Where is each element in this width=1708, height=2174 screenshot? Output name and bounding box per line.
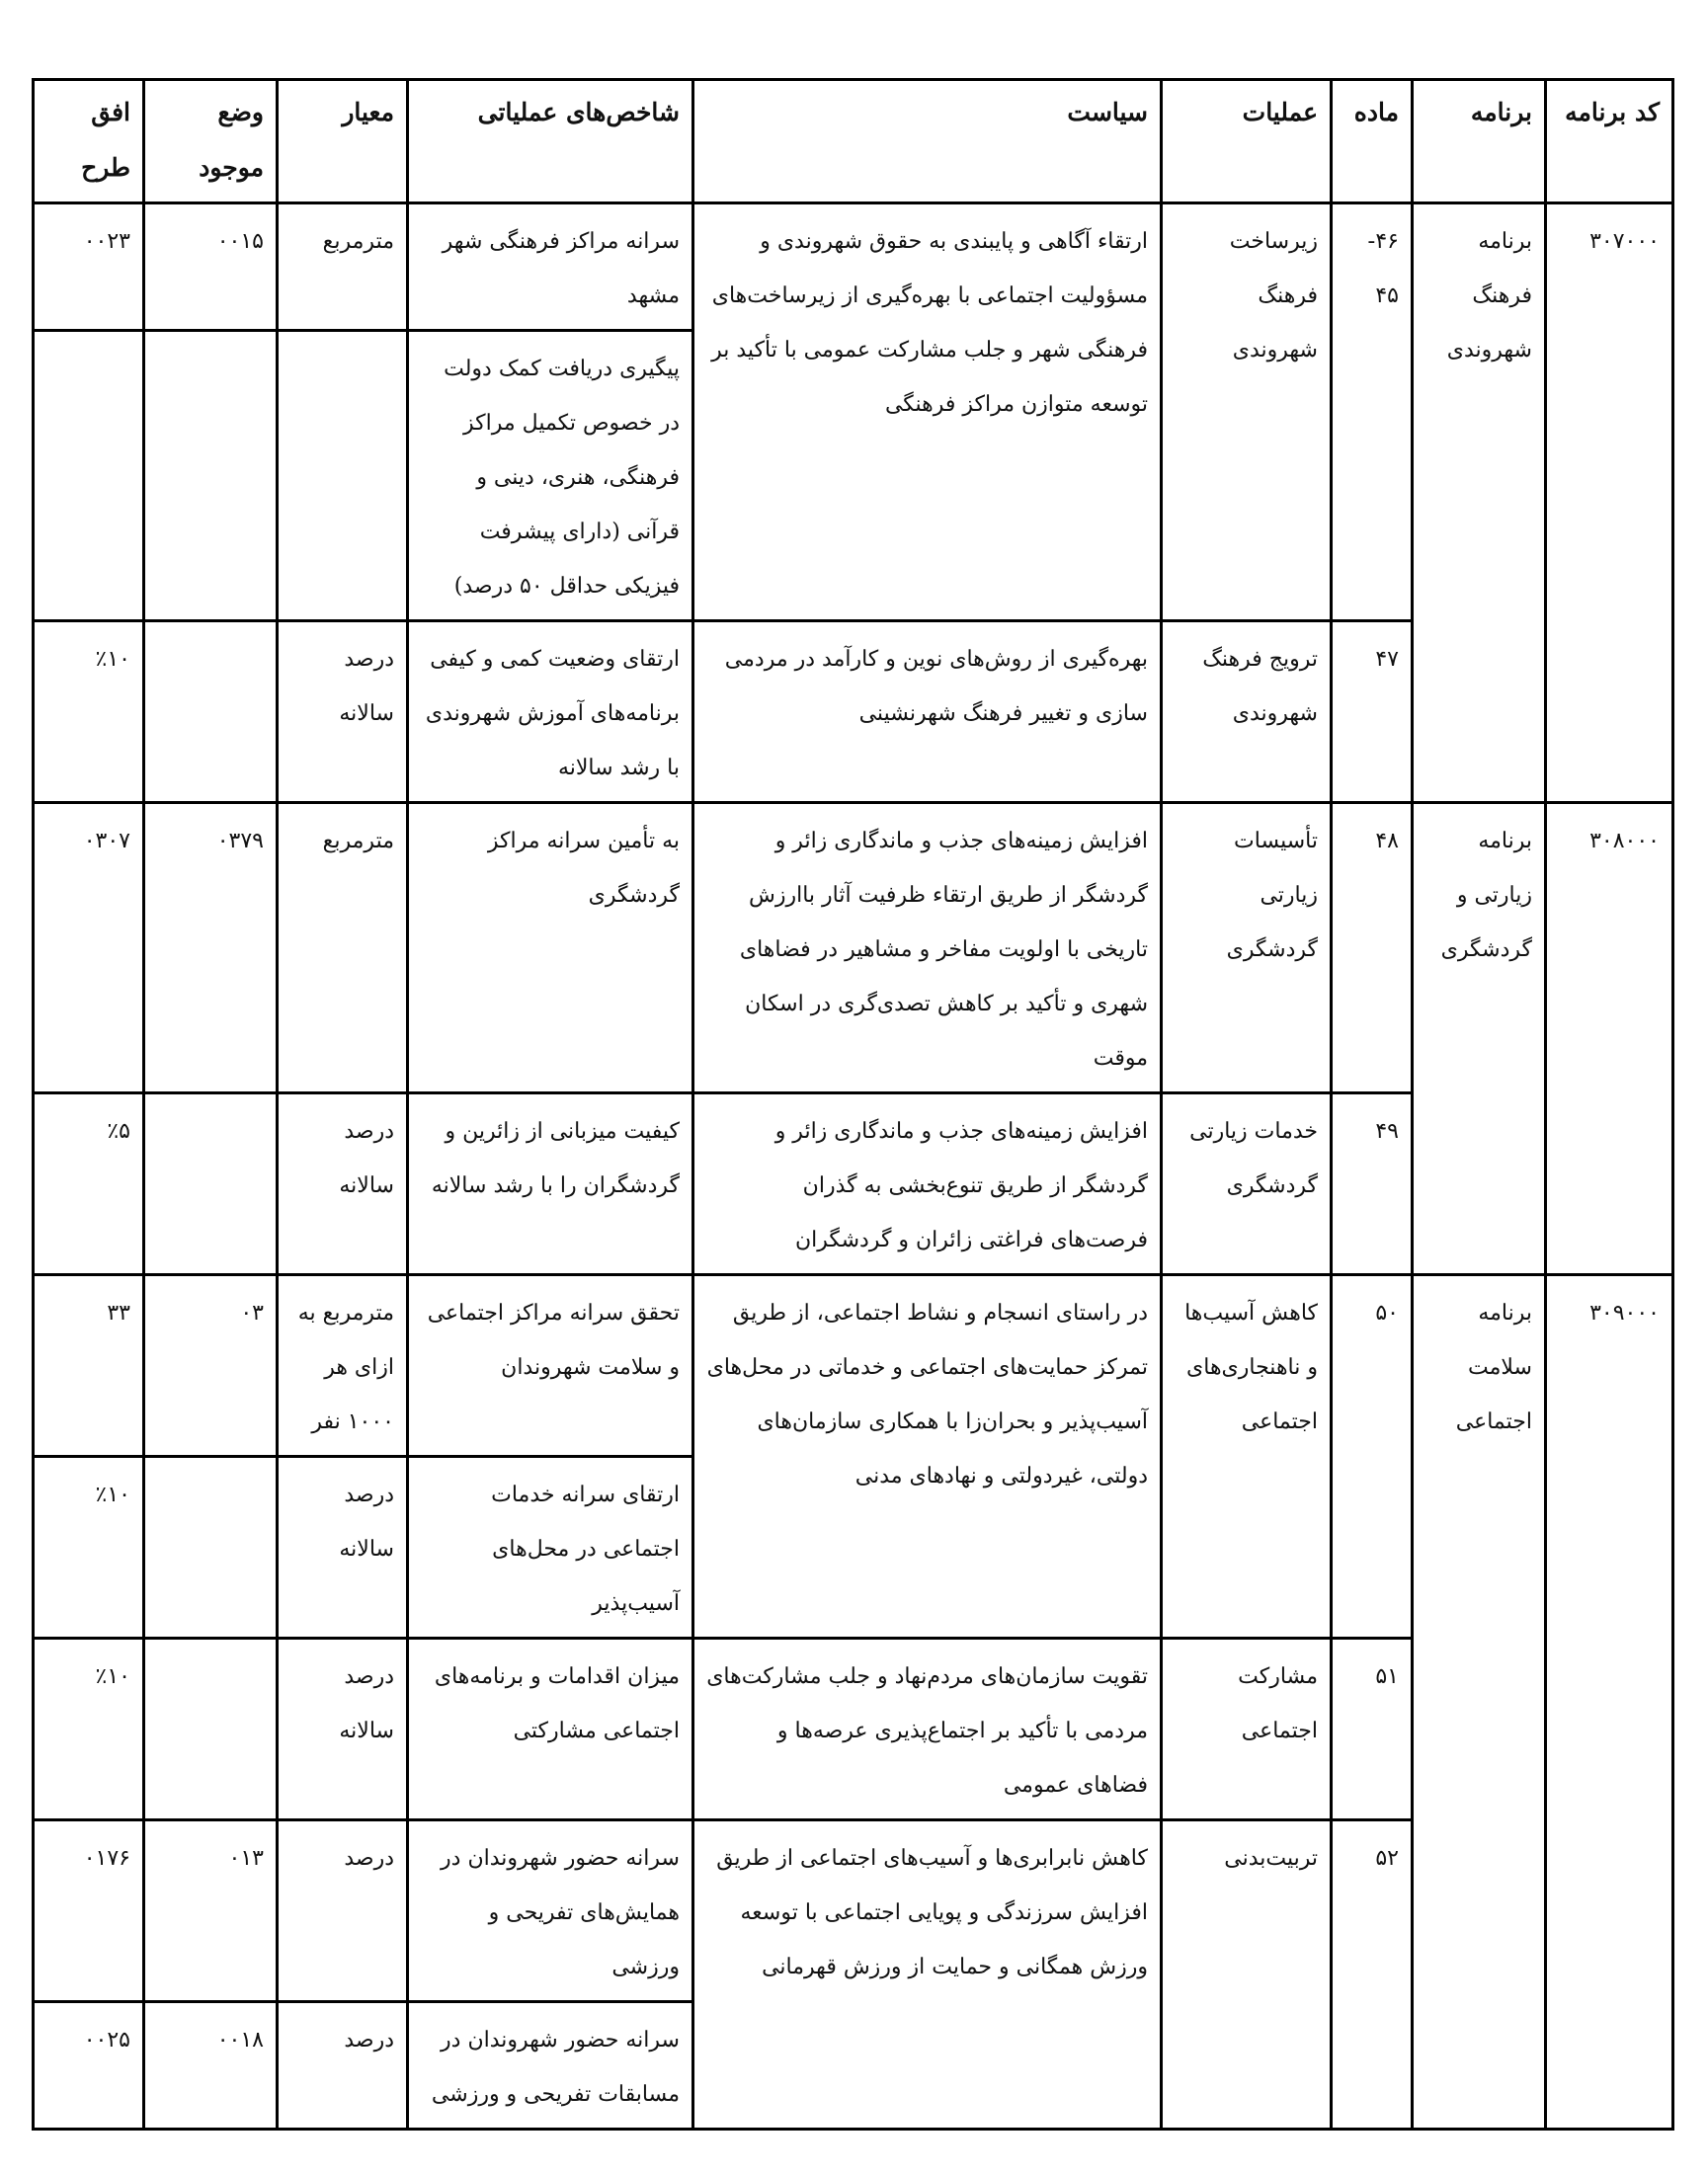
program-name: برنامه زیارتی و گردشگری bbox=[1413, 803, 1546, 1275]
criterion-cell: درصد سالانه bbox=[278, 1457, 408, 1639]
article-number: ۴۶- ۴۵ bbox=[1332, 203, 1413, 621]
article-number: ۴۸ bbox=[1332, 803, 1413, 1093]
horizon-cell: ۰۰۲۳ bbox=[34, 203, 144, 331]
current-status-cell: ۰۱۳ bbox=[144, 1820, 278, 2002]
horizon-cell: ۰۰۲۵ bbox=[34, 2002, 144, 2130]
header-operations: عملیات bbox=[1162, 80, 1332, 203]
operation-cell: تأسیسات زیارتی گردشگری bbox=[1162, 803, 1332, 1093]
header-current: وضع موجود bbox=[144, 80, 278, 203]
article-number: ۴۷ bbox=[1332, 621, 1413, 803]
current-status-cell bbox=[144, 1093, 278, 1275]
article-number: ۴۹ bbox=[1332, 1093, 1413, 1275]
criterion-cell: درصد سالانه bbox=[278, 621, 408, 803]
current-status-cell: ۰۰۱۵ bbox=[144, 203, 278, 331]
table-row bbox=[34, 1275, 1673, 1457]
program-code: ۳۰۷۰۰۰ bbox=[1546, 203, 1673, 803]
indicator-cell: کیفیت میزبانی از زائرین و گردشگران را با رشد سالانه bbox=[408, 1093, 693, 1275]
header-code: کد برنامه bbox=[1546, 80, 1673, 203]
article-number: ۵۱ bbox=[1332, 1639, 1413, 1820]
horizon-cell: ۰۱۷۶ bbox=[34, 1820, 144, 2002]
indicator-cell: میزان اقدامات و برنامه‌های اجتماعی مشارکتی bbox=[408, 1639, 693, 1820]
criterion-cell: درصد bbox=[278, 2002, 408, 2130]
policy-cell: در راستای انسجام و نشاط اجتماعی، از طریق تمرکز حمایت‌های اجتماعی و خدماتی در محل‌های آسیب‌پذیر و بحران‌زا با همکاری سازمان‌های دولتی، غیردولتی و نهادهای مدنی bbox=[693, 1275, 1162, 1639]
current-status-cell: ۰۰۱۸ bbox=[144, 2002, 278, 2130]
policy-cell: کاهش نابرابری‌ها و آسیب‌های اجتماعی از طریق افزایش سرزندگی و پویایی اجتماعی با توسعه ورزش همگانی و حمایت از ورزش قهرمانی bbox=[693, 1820, 1162, 2130]
table-row bbox=[34, 803, 1673, 1093]
header-indicators: شاخص‌های عملیاتی bbox=[408, 80, 693, 203]
table-row bbox=[34, 203, 1673, 331]
header-program: برنامه bbox=[1413, 80, 1546, 203]
indicator-cell: سرانه حضور شهروندان در همایش‌های تفریحی و ورزشی bbox=[408, 1820, 693, 2002]
header-article: ماده bbox=[1332, 80, 1413, 203]
criterion-cell bbox=[278, 331, 408, 621]
operation-cell: تربیت‌بدنی bbox=[1162, 1820, 1332, 2130]
indicator-cell: ارتقای سرانه خدمات اجتماعی در محل‌های آسیب‌پذیر bbox=[408, 1457, 693, 1639]
current-status-cell bbox=[144, 1457, 278, 1639]
header-policy: سیاست bbox=[693, 80, 1162, 203]
horizon-cell: ٪۵ bbox=[34, 1093, 144, 1275]
indicator-cell: ارتقای وضعیت کمی و کیفی برنامه‌های آموزش شهروندی با رشد سالانه bbox=[408, 621, 693, 803]
horizon-cell: ٪۱۰ bbox=[34, 621, 144, 803]
program-name: برنامه سلامت اجتماعی bbox=[1413, 1275, 1546, 2130]
current-status-cell bbox=[144, 1639, 278, 1820]
horizon-cell: ٪۱۰ bbox=[34, 1639, 144, 1820]
horizon-cell: ۳۳ bbox=[34, 1275, 144, 1457]
horizon-cell: ۰۳۰۷ bbox=[34, 803, 144, 1093]
criterion-cell: مترمربع bbox=[278, 203, 408, 331]
policy-cell: بهره‌گیری از روش‌های نوین و کارآمد در مردمی سازی و تغییر فرهنگ شهرنشینی bbox=[693, 621, 1162, 803]
indicator-cell: سرانه حضور شهروندان در مسابقات تفریحی و ورزشی bbox=[408, 2002, 693, 2130]
criterion-cell: درصد سالانه bbox=[278, 1639, 408, 1820]
program-code: ۳۰۹۰۰۰ bbox=[1546, 1275, 1673, 2130]
horizon-cell: ٪۱۰ bbox=[34, 1457, 144, 1639]
current-status-cell bbox=[144, 621, 278, 803]
criterion-cell: درصد bbox=[278, 1820, 408, 2002]
header-horizon: افق طرح bbox=[34, 80, 144, 203]
article-number: ۵۰ bbox=[1332, 1275, 1413, 1639]
indicator-cell: به تأمین سرانه مراکز گردشگری bbox=[408, 803, 693, 1093]
program-name: برنامه فرهنگ شهروندی bbox=[1413, 203, 1546, 803]
current-status-cell: ۰۳۷۹ bbox=[144, 803, 278, 1093]
policy-cell: افزایش زمینه‌های جذب و ماندگاری زائر و گردشگر از طریق ارتقاء ظرفیت آثار باارزش تاریخی با اولویت مفاخر و مشاهیر در فضاهای شهری و تأکید بر کاهش تصدی‌گری در اسکان موقت bbox=[693, 803, 1162, 1093]
operation-cell: ترویج فرهنگ شهروندی bbox=[1162, 621, 1332, 803]
table-body bbox=[34, 203, 1673, 2130]
header-row bbox=[34, 80, 1673, 203]
policy-cell: ارتقاء آگاهی و پایبندی به حقوق شهروندی و مسؤولیت اجتماعی با بهره‌گیری از زیرساخت‌های فرهنگی شهر و جلب مشارکت عمومی با تأکید بر توسعه متوازن مراکز فرهنگی bbox=[693, 203, 1162, 621]
operation-cell: مشارکت اجتماعی bbox=[1162, 1639, 1332, 1820]
policy-cell: تقویت سازمان‌های مردم‌نهاد و جلب مشارکت‌های مردمی با تأکید بر اجتماع‌پذیری عرصه‌ها و فضاهای عمومی bbox=[693, 1639, 1162, 1820]
criterion-cell: مترمربع به ازای هر ۱۰۰۰ نفر bbox=[278, 1275, 408, 1457]
current-status-cell: ۰۳ bbox=[144, 1275, 278, 1457]
policy-cell: افزایش زمینه‌های جذب و ماندگاری زائر و گردشگر از طریق تنوع‌بخشی به گذران فرصت‌های فراغتی زائران و گردشگران bbox=[693, 1093, 1162, 1275]
horizon-cell bbox=[34, 331, 144, 621]
current-status-cell bbox=[144, 331, 278, 621]
article-number: ۵۲ bbox=[1332, 1820, 1413, 2130]
criterion-cell: مترمربع bbox=[278, 803, 408, 1093]
operation-cell: خدمات زیارتی گردشگری bbox=[1162, 1093, 1332, 1275]
program-table bbox=[32, 78, 1674, 2131]
operation-cell: کاهش آسیب‌ها و ناهنجاری‌های اجتماعی bbox=[1162, 1275, 1332, 1639]
header-criterion: معیار bbox=[278, 80, 408, 203]
indicator-cell: سرانه مراکز فرهنگی شهر مشهد bbox=[408, 203, 693, 331]
operation-cell: زیرساخت فرهنگ شهروندی bbox=[1162, 203, 1332, 621]
indicator-cell: پیگیری دریافت کمک دولت در خصوص تکمیل مراکز فرهنگی، هنری، دینی و قرآنی (دارای پیشرفت فیزیکی حداقل ۵۰ درصد) bbox=[408, 331, 693, 621]
criterion-cell: درصد سالانه bbox=[278, 1093, 408, 1275]
program-code: ۳۰۸۰۰۰ bbox=[1546, 803, 1673, 1275]
indicator-cell: تحقق سرانه مراکز اجتماعی و سلامت شهروندان bbox=[408, 1275, 693, 1457]
